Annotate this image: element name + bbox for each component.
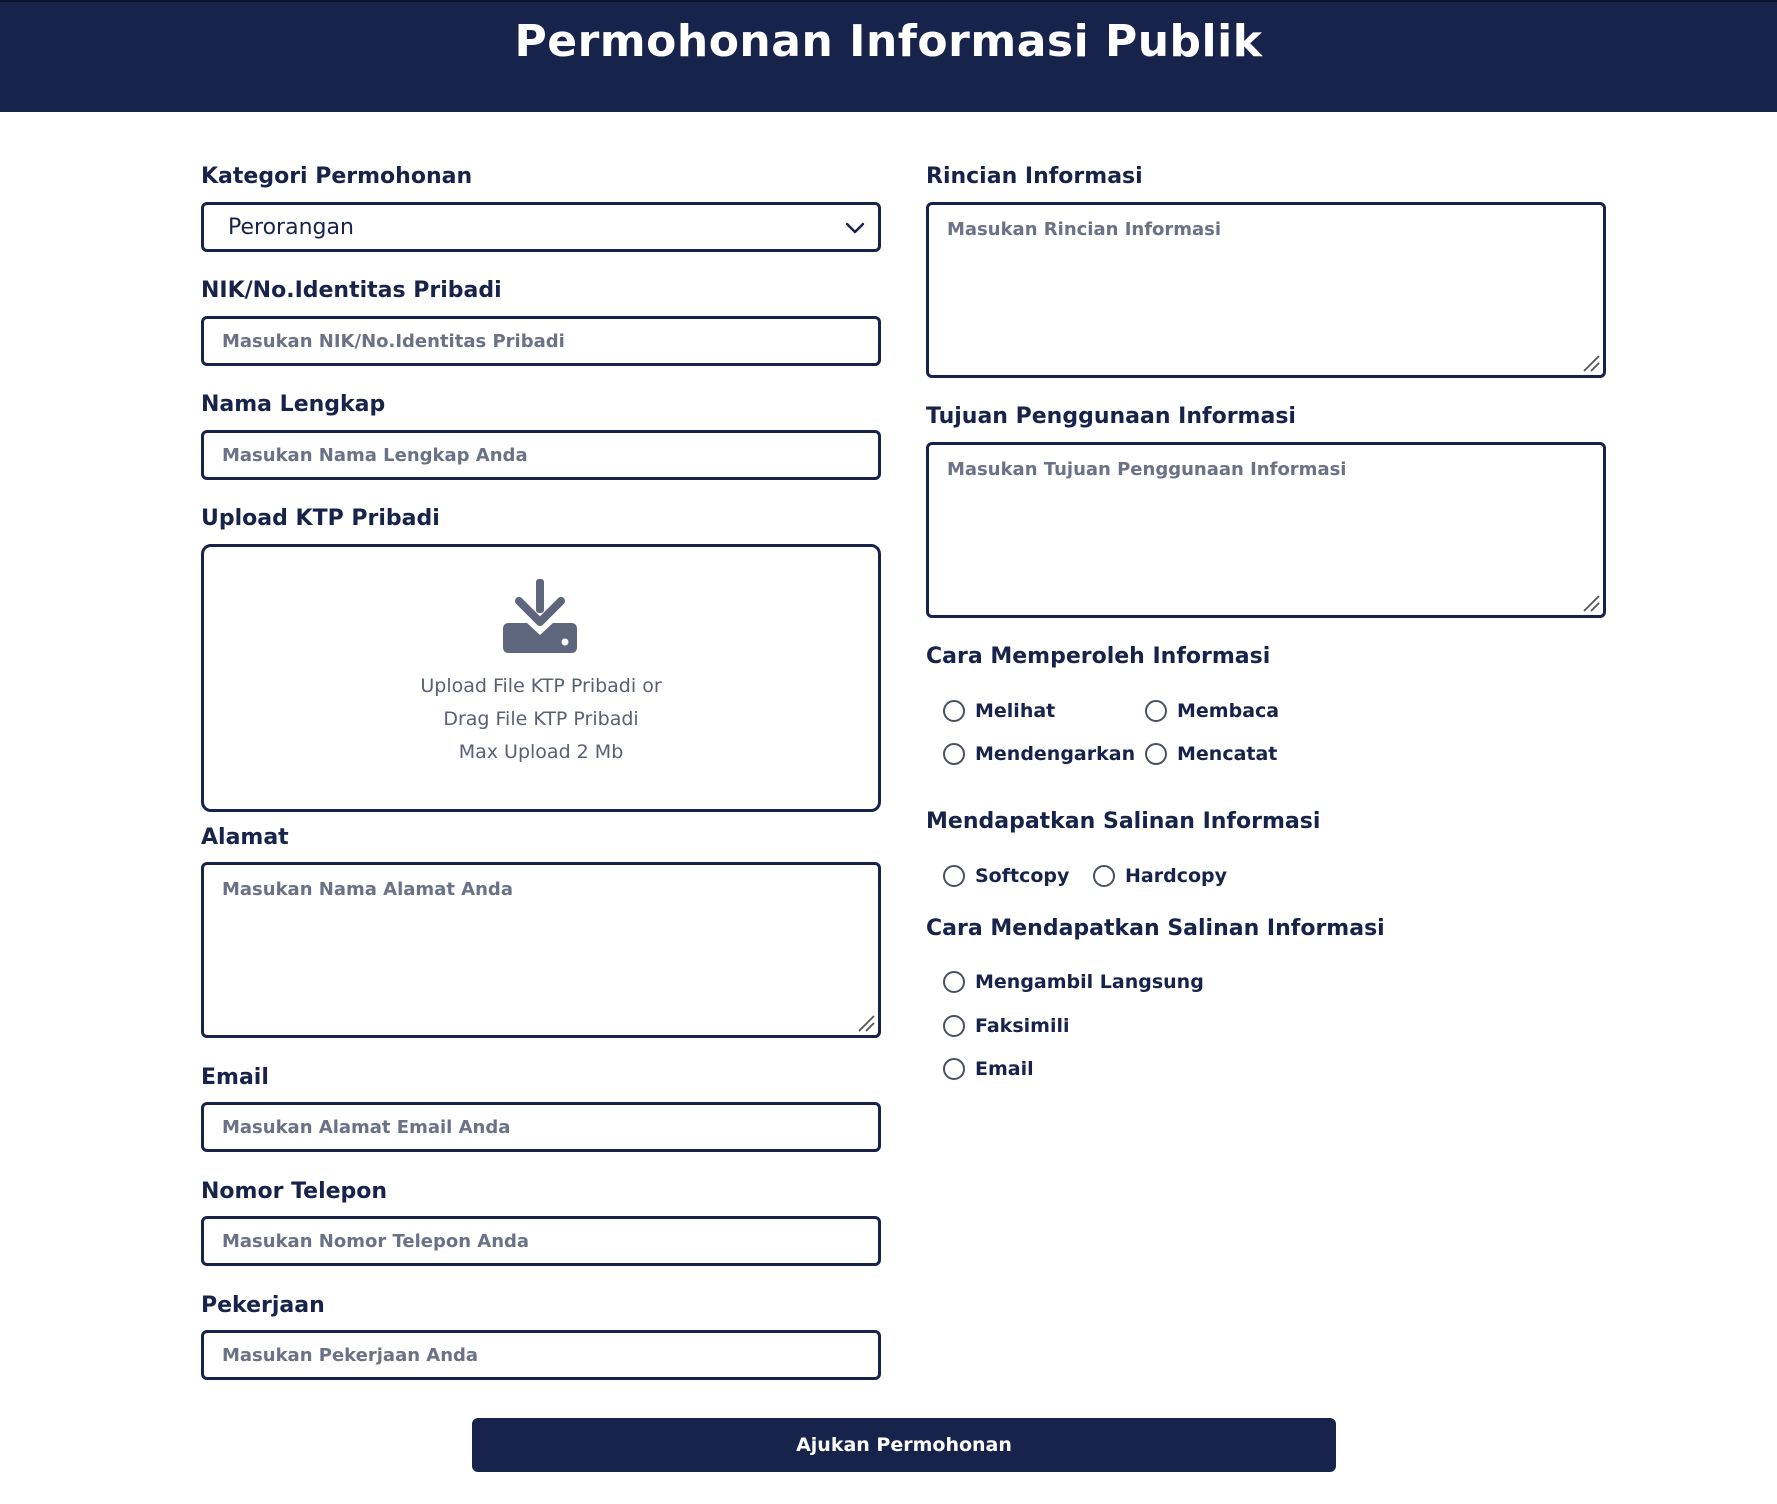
radio-circle[interactable] (943, 743, 965, 765)
radio-circle[interactable] (943, 1058, 965, 1080)
radio-circle[interactable] (943, 1015, 965, 1037)
cara-memperoleh-label: Cara Memperoleh Informasi (926, 644, 1271, 669)
alamat-textarea[interactable] (201, 862, 881, 1038)
nama-input[interactable] (201, 430, 881, 480)
radio-circle[interactable] (1093, 865, 1115, 887)
upload-instruction-1: Upload File KTP Pribadi or (420, 675, 662, 697)
telepon-label: Nomor Telepon (201, 1179, 388, 1204)
upload-instruction-2: Drag File KTP Pribadi (443, 708, 639, 730)
kategori-label: Kategori Permohonan (201, 164, 473, 189)
salinan-label: Mendapatkan Salinan Informasi (926, 809, 1321, 834)
resize-handle-icon[interactable] (856, 1013, 876, 1033)
pekerjaan-placeholder: Masukan Pekerjaan Anda (222, 1345, 479, 1366)
radio-label: Email (975, 1058, 1034, 1080)
pekerjaan-label: Pekerjaan (201, 1293, 325, 1318)
radio-mengambil-langsung[interactable] (943, 971, 1204, 993)
email-placeholder: Masukan Alamat Email Anda (222, 1117, 511, 1138)
nik-input[interactable] (201, 316, 881, 366)
email-input[interactable] (201, 1102, 881, 1152)
tujuan-textarea[interactable] (926, 442, 1606, 618)
resize-handle-icon[interactable] (1581, 593, 1601, 613)
radio-label: Mencatat (1177, 743, 1278, 765)
rincian-label: Rincian Informasi (926, 164, 1143, 189)
upload-dropzone[interactable] (201, 544, 881, 812)
download-tray-icon (501, 577, 579, 655)
radio-label: Melihat (975, 700, 1056, 722)
alamat-label: Alamat (201, 825, 289, 850)
radio-softcopy[interactable] (943, 865, 1069, 887)
radio-membaca[interactable] (1145, 700, 1279, 722)
radio-label: Membaca (1177, 700, 1280, 722)
tujuan-placeholder: Masukan Tujuan Penggunaan Informasi (947, 459, 1347, 480)
alamat-placeholder: Masukan Nama Alamat Anda (222, 879, 513, 900)
resize-handle-icon[interactable] (1581, 353, 1601, 373)
email-label: Email (201, 1065, 269, 1090)
rincian-placeholder: Masukan Rincian Informasi (947, 219, 1222, 240)
nama-label: Nama Lengkap (201, 392, 386, 417)
radio-label: Softcopy (975, 865, 1070, 887)
radio-circle[interactable] (1145, 700, 1167, 722)
telepon-input[interactable] (201, 1216, 881, 1266)
cara-salinan-label: Cara Mendapatkan Salinan Informasi (926, 916, 1385, 941)
radio-label: Faksimili (975, 1015, 1070, 1037)
telepon-placeholder: Masukan Nomor Telepon Anda (222, 1231, 530, 1252)
radio-circle[interactable] (943, 700, 965, 722)
radio-label: Mendengarkan (975, 743, 1136, 765)
radio-mendengarkan[interactable] (943, 743, 1135, 765)
chevron-down-icon (844, 217, 866, 239)
kategori-select[interactable] (201, 202, 881, 252)
upload-label: Upload KTP Pribadi (201, 506, 440, 531)
radio-label: Mengambil Langsung (975, 971, 1204, 993)
nama-placeholder: Masukan Nama Lengkap Anda (222, 445, 528, 466)
rincian-textarea[interactable] (926, 202, 1606, 378)
upload-max-size: Max Upload 2 Mb (458, 741, 624, 763)
nik-placeholder: Masukan NIK/No.Identitas Pribadi (222, 331, 565, 352)
page-header (0, 0, 1777, 112)
radio-circle[interactable] (943, 865, 965, 887)
kategori-selected-value: Perorangan (228, 215, 354, 240)
tujuan-label: Tujuan Penggunaan Informasi (926, 404, 1296, 429)
page-title: Permohonan Informasi Publik (514, 16, 1263, 67)
pekerjaan-input[interactable] (201, 1330, 881, 1380)
radio-hardcopy[interactable] (1093, 865, 1227, 887)
radio-faksimili[interactable] (943, 1015, 1069, 1037)
submit-button[interactable]: Ajukan Permohonan (472, 1418, 1336, 1472)
radio-label: Hardcopy (1125, 865, 1227, 887)
nik-label: NIK/No.Identitas Pribadi (201, 278, 502, 303)
radio-email[interactable] (943, 1058, 1034, 1080)
radio-melihat[interactable] (943, 700, 1055, 722)
radio-circle[interactable] (1145, 743, 1167, 765)
radio-circle[interactable] (943, 971, 965, 993)
radio-mencatat[interactable] (1145, 743, 1277, 765)
